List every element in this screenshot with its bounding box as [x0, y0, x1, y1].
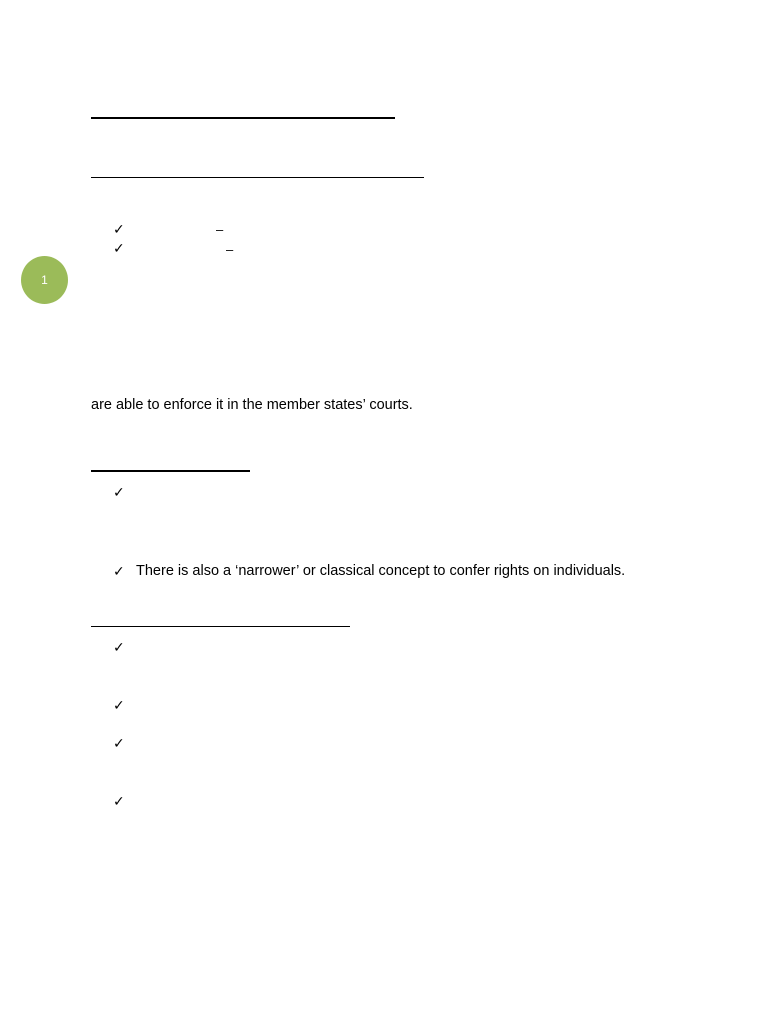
check-icon: ✓	[113, 240, 125, 256]
heading-underline-3	[91, 470, 250, 472]
dash: –	[226, 242, 234, 257]
heading-underline-1	[91, 117, 395, 119]
check-icon: ✓	[113, 563, 125, 579]
check-icon: ✓	[113, 697, 125, 713]
page-number: 1	[41, 273, 48, 287]
check-icon: ✓	[113, 639, 125, 655]
check-icon: ✓	[113, 735, 125, 751]
check-icon: ✓	[113, 221, 125, 237]
bullet-text: There is also a ‘narrower’ or classical concept to confer rights on individuals.	[136, 563, 626, 579]
dash: –	[216, 222, 224, 237]
page-number-badge	[21, 256, 68, 304]
check-icon: ✓	[113, 484, 125, 500]
paragraph: are able to enforce it in the member states’ courts.	[91, 397, 413, 413]
heading-underline-4	[91, 626, 350, 627]
heading-underline-2	[91, 177, 424, 178]
check-icon: ✓	[113, 793, 125, 809]
